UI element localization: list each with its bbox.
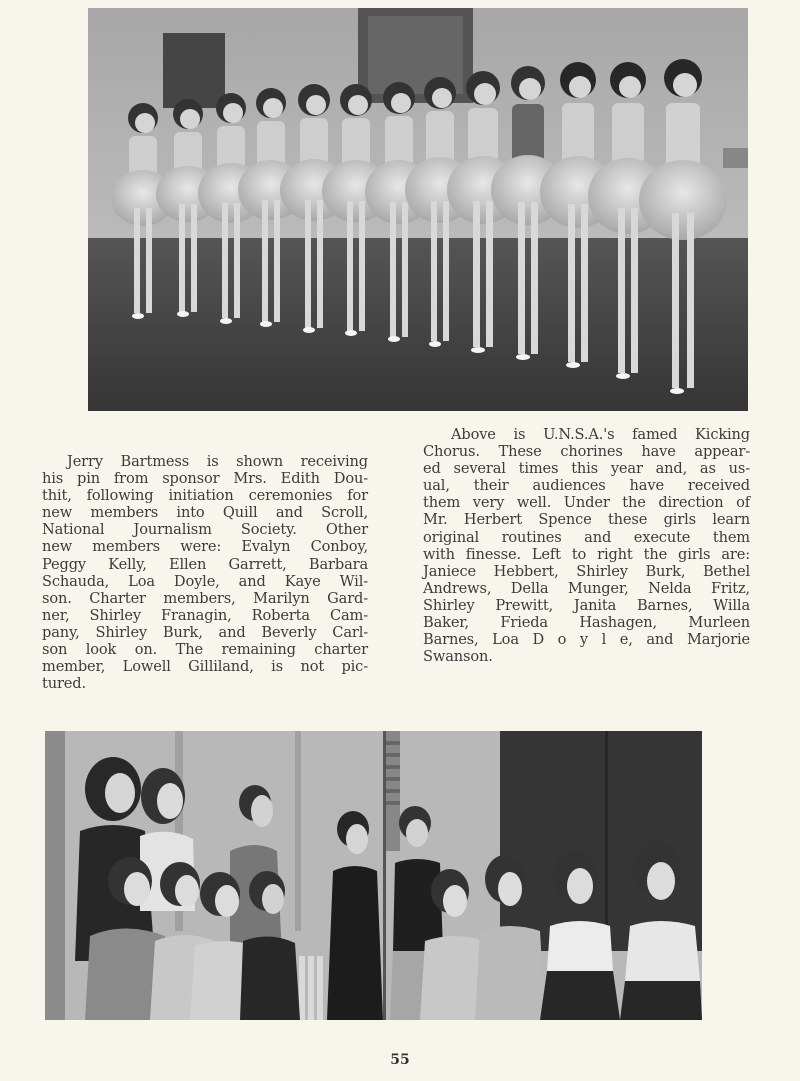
quill-and-scroll-caption (42, 453, 368, 692)
caption-line: Mr. Herbert Spence these girls learn (423, 511, 750, 529)
kicking-chorus-image (88, 8, 748, 411)
caption-line: new members were: Evalyn Conboy, (42, 538, 368, 556)
caption-line: Above is U.N.S.A.'s famed Kicking (451, 426, 750, 443)
caption-line: member, Lowell Gilliland, is not pic- (42, 658, 368, 676)
caption-line: his pin from sponsor Mrs. Edith Dou- (42, 470, 368, 488)
quill-and-scroll-photo (45, 731, 702, 1020)
kicking-chorus-photo (88, 8, 748, 411)
caption-line: Janiece Hebbert, Shirley Burk, Bethel (423, 562, 750, 580)
caption-line: Chorus. These chorines have appear- (423, 443, 750, 461)
caption-line: ed several times this year and, as us- (423, 460, 750, 478)
quill-and-scroll-image (45, 731, 702, 1020)
caption-line: pany, Shirley Burk, and Beverly Carl- (42, 623, 368, 641)
caption-line: with finesse. Left to right the girls are: (423, 545, 750, 563)
caption-line: National Journalism Society. Other (42, 521, 368, 539)
caption-line: Peggy Kelly, Ellen Garrett, Barbara (42, 555, 368, 573)
caption-line: tured. (42, 675, 86, 693)
caption-line: ner, Shirley Franagin, Roberta Cam- (42, 606, 368, 624)
caption-line: Barnes, Loa D o y l e, and Marjorie (423, 631, 750, 649)
page-number: 55 (390, 1052, 410, 1068)
kicking-chorus-caption (423, 426, 750, 665)
caption-line: Shirley Prewitt, Janita Barnes, Willa (423, 596, 750, 614)
caption-line: son. Charter members, Marilyn Gard- (42, 589, 368, 607)
caption-line: them very well. Under the direction of (423, 494, 750, 512)
caption-line: son look on. The remaining charter (42, 641, 368, 659)
caption-line: new members into Quill and Scroll, (42, 504, 368, 522)
caption-line: ual, their audiences have received (423, 477, 750, 495)
caption-line: original routines and execute them (423, 528, 750, 546)
caption-line: thit, following initiation ceremonies for (42, 487, 368, 505)
caption-line: Jerry Bartmess is shown receiving (67, 453, 368, 470)
caption-line: Schauda, Loa Doyle, and Kaye Wil- (42, 572, 368, 590)
caption-line: Swanson. (423, 648, 493, 666)
caption-line: Andrews, Della Munger, Nelda Fritz, (423, 579, 750, 597)
caption-line: Baker, Frieda Hashagen, Murleen (423, 614, 750, 632)
